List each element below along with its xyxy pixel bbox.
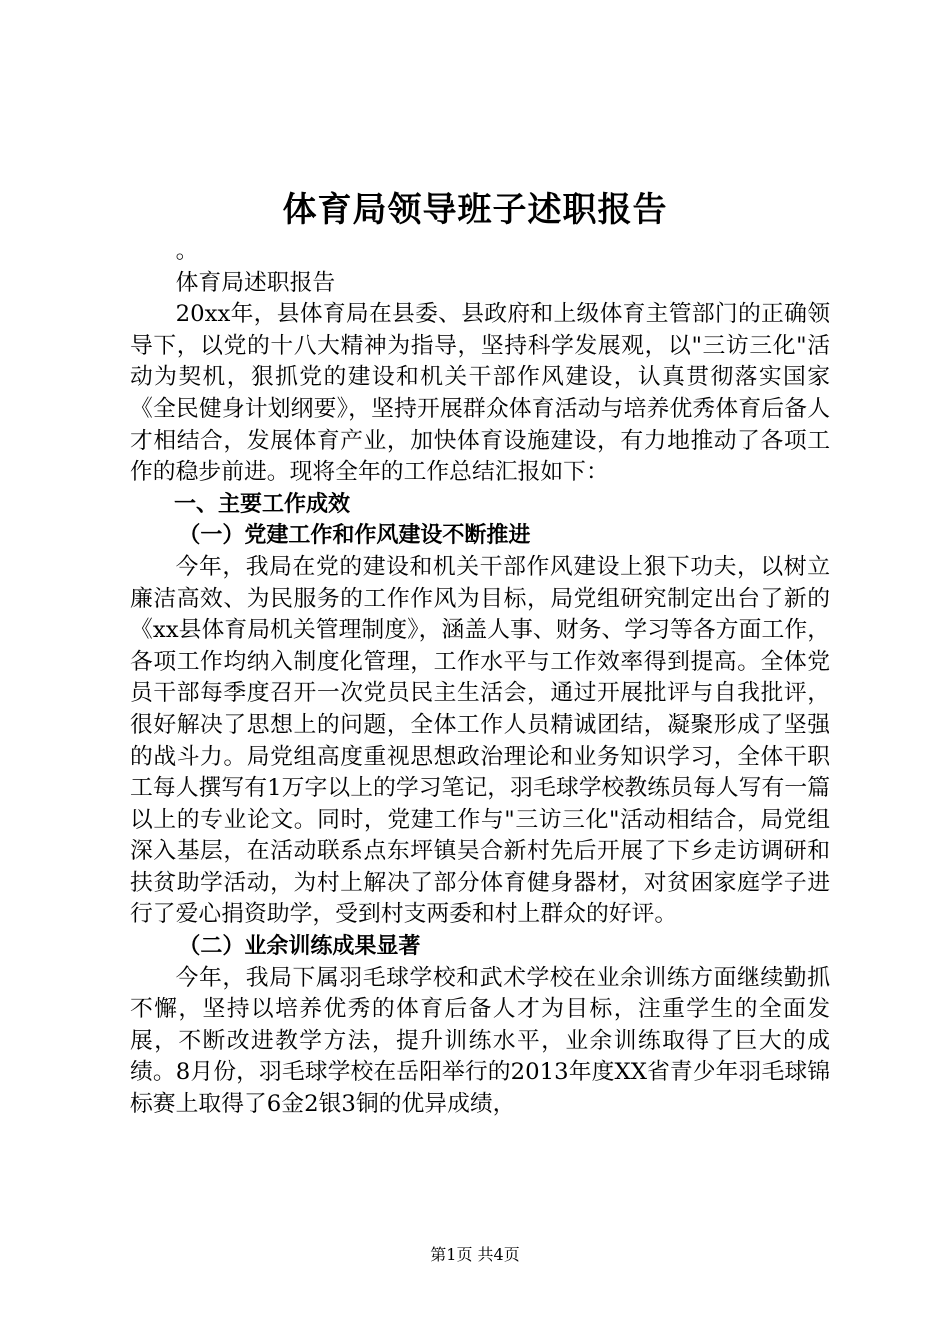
section-heading-main-achievements: 一、主要工作成效 bbox=[174, 491, 351, 517]
document-title: 体育局领导班子述职报告 bbox=[282, 190, 668, 230]
document-body bbox=[130, 236, 830, 1121]
paragraph-amateur-training: 今年，我局下属羽毛球学校和武术学校在业余训练方面继续勤抓不懈，坚持以培养优秀的体育后备人才为目标，注重学生的全面发展，不断改进教学方法，提升训练水平，业余训练取得了巨大的成绩。8月份，羽毛球学校在岳阳举行的2013年度XX省青少年羽毛球锦标赛上取得了6金2银3铜的优异成绩， bbox=[130, 964, 830, 1118]
paragraph-subtitle: 体育局述职报告 bbox=[175, 269, 336, 296]
paragraph-lead-mark: 。 bbox=[175, 238, 199, 264]
subsection-heading-amateur-training: （二）业余训练成果显著 bbox=[178, 934, 421, 960]
subsection-heading-party-building: （一）党建工作和作风建设不断推进 bbox=[178, 523, 531, 549]
paragraph-party-building: 今年，我局在党的建设和机关干部作风建设上狠下功夫，以树立廉洁高效、为民服务的工作作风为目标，局党组研究制定出台了新的《xx县体育局机关管理制度》，涵盖人事、财务、学习等各方面工作，各项工作均纳入制度化管理，工作水平与工作效率得到提高。全体党员干部每季度召开一次党员民主生活会，通过开展批评与自我批评，很好解决了思想上的问题，全体工作人员精诚团结，凝聚形成了坚强的战斗力。局党组高度重视思想政治理论和业务知识学习，全体干职工每人撰写有1万字以上的学习笔记，羽毛球学校教练员每人写有一篇以上的专业论文。同时，党建工作与"三访三化"活动相结合，局党组深入基层，在活动联系点东坪镇吴合新村先后开展了下乡走访调研和扶贫助学活动，为村上解决了部分体育健身器材，对贫困家庭学子进行了爱心捐资助学，受到村支两委和村上群众的好评。 bbox=[130, 553, 830, 928]
page-number-footer: 第1页 共4页 bbox=[430, 1245, 520, 1264]
paragraph-intro: 20xx年，县体育局在县委、县政府和上级体育主管部门的正确领导下，以党的十八大精神为指导，坚持科学发展观，以"三访三化"活动为契机，狠抓党的建设和机关干部作风建设，认真贯彻落实国家《全民健身计划纲要》，坚持开展群众体育活动与培养优秀体育后备人才相结合，发展体育产业，加快体育设施建设，有力地推动了各项工作的稳步前进。现将全年的工作总结汇报如下： bbox=[130, 301, 830, 486]
